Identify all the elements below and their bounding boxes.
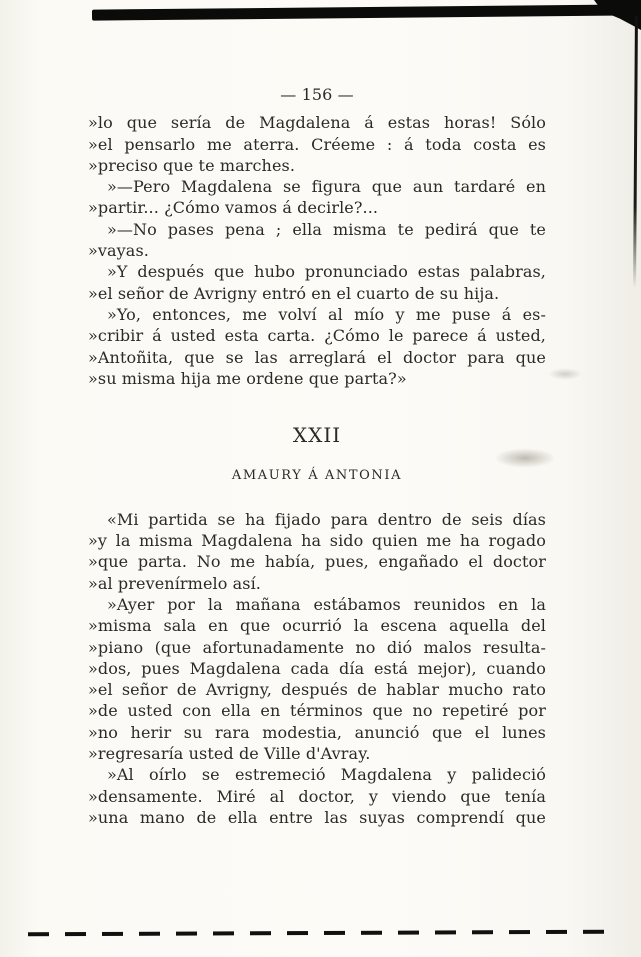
text-line: »densamente. Miré al doctor, y viendo que tenía — [88, 786, 546, 806]
paragraph — [88, 112, 546, 176]
text-line: »Ayer por la mañana estábamos reunidos en la — [107, 594, 546, 614]
text-line: »piano (que afortunadamente no dió malos resulta- — [88, 637, 546, 657]
paragraph — [88, 509, 546, 594]
text-line: »vayas. — [88, 241, 149, 261]
scan-artifact-top-bar — [92, 4, 641, 20]
paragraph — [88, 764, 546, 828]
text-line: »regresaría usted de Ville d'Avray. — [88, 744, 371, 764]
text-line: »misma sala en que ocurrió la escena aquella del — [88, 616, 546, 636]
text-line: »cribir á usted esta carta. ¿Cómo le parece á usted, — [88, 326, 546, 346]
chapter-heading: XXII — [292, 423, 342, 448]
text-line: »no herir su rara modestia, anunció que el lunes — [88, 722, 546, 742]
page-body — [88, 84, 546, 828]
text-line: »Y después que hubo pronunciado estas palabras, — [107, 262, 546, 282]
chapter-subtitle: AMAURY Á ANTONIA — [231, 468, 403, 484]
text-line: »Al oírlo se estremeció Magdalena y palideció — [107, 765, 546, 785]
text-line: »el pensarlo me aterra. Créeme : á toda costa es — [88, 134, 546, 154]
text-line: »el señor de Avrigny entró en el cuarto de su hija. — [88, 283, 500, 303]
text-line: »lo que sería de Magdalena á estas horas! Sólo — [88, 113, 546, 133]
text-line: »Yo, entonces, me volví al mío y me puse á es- — [107, 304, 546, 324]
text-line: »al prevenírmelo así. — [88, 573, 261, 593]
paragraph — [88, 304, 546, 389]
scan-artifact-top-right-corner — [594, 0, 641, 30]
paragraph — [88, 594, 546, 764]
paragraph — [88, 261, 546, 304]
text-section-1 — [88, 112, 546, 389]
text-line: »preciso que te marches. — [88, 155, 296, 175]
text-line: »que parta. No me había, pues, engañado el doctor — [88, 552, 546, 572]
scan-artifact-bottom-dashes — [28, 930, 608, 937]
text-line: »—No pases pena ; ella misma te pedirá que te — [107, 219, 546, 239]
paragraph — [88, 176, 546, 219]
text-line: »Antoñita, que se las arreglará el doctor para que — [88, 347, 546, 367]
text-line: »partir... ¿Cómo vamos á decirle?... — [88, 198, 379, 218]
page-number: — 156 — — [280, 85, 354, 104]
scan-artifact-smudge — [548, 368, 582, 380]
text-line: »una mano de ella entre las suyas comprendí que — [88, 807, 546, 827]
text-line: »y la misma Magdalena ha sido quien me ha rogado — [88, 531, 546, 551]
paragraph — [88, 219, 546, 262]
text-line: »el señor de Avrigny, después de hablar mucho rato — [88, 680, 546, 700]
text-line: »dos, pues Magdalena cada día está mejor), cuando — [88, 658, 546, 678]
text-line: «Mi partida se ha fijado para dentro de seis días — [107, 509, 546, 529]
text-line: »—Pero Magdalena se figura que aun tardaré en — [107, 177, 546, 197]
text-section-2 — [88, 509, 546, 828]
text-line: »de usted con ella en términos que no repetiré por — [88, 701, 546, 721]
text-line: »su misma hija me ordene que parta?» — [88, 368, 407, 388]
scan-artifact-right-edge — [633, 16, 638, 288]
